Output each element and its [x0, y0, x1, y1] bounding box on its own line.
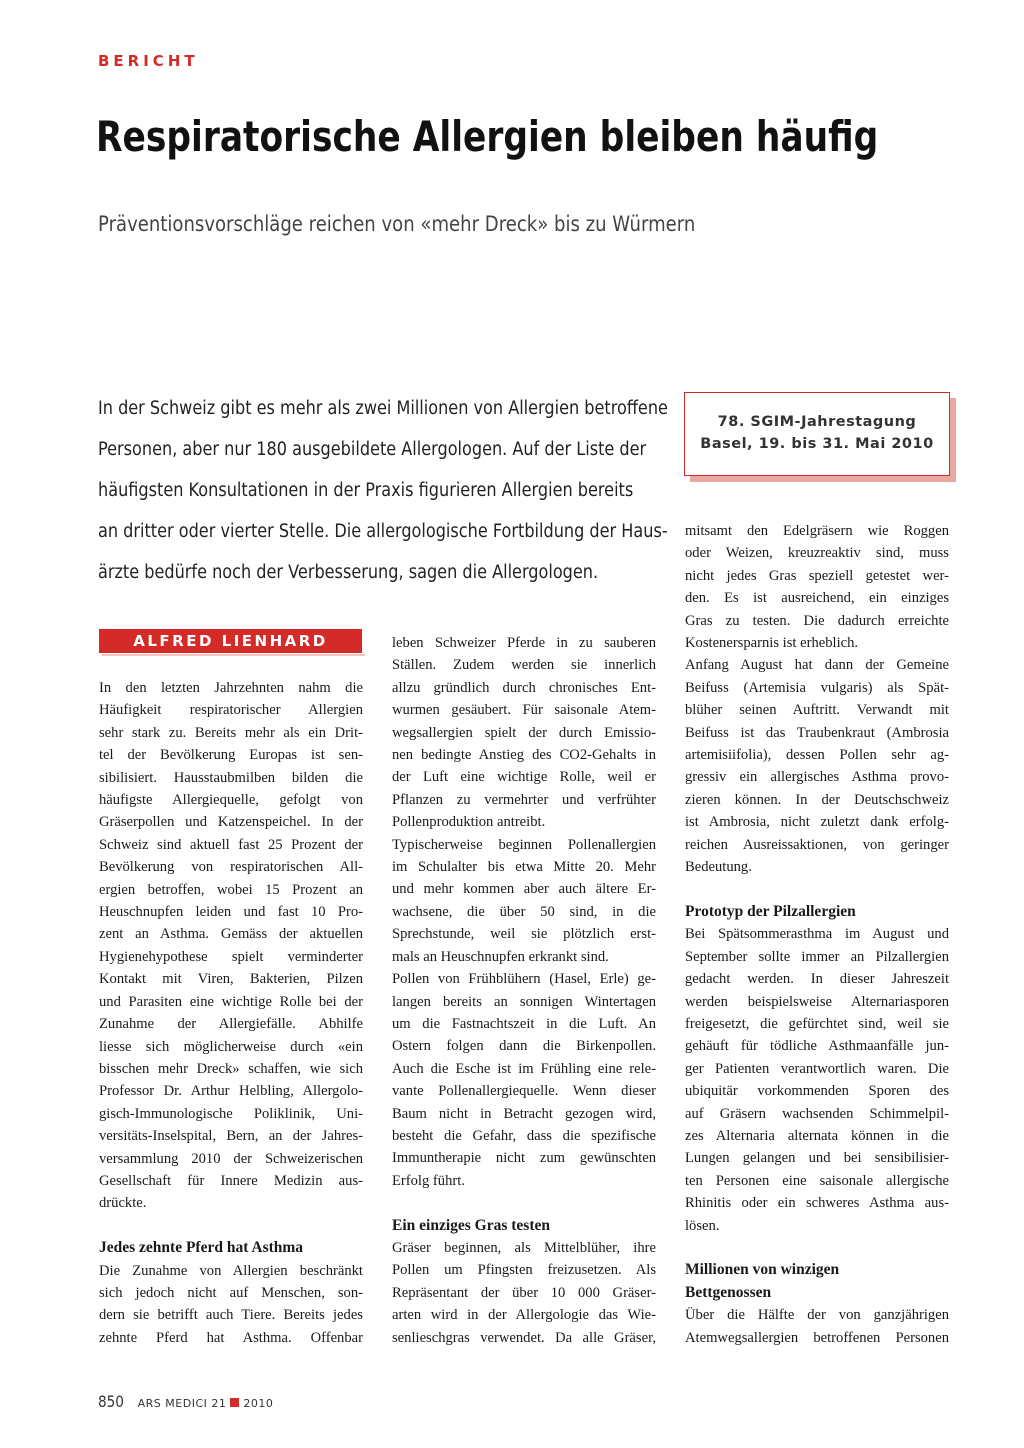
text-line: Pollen um Pfingsten freizusetzen. Als — [392, 1262, 656, 1279]
event-date: Basel, 19. bis 31. Mai 2010 — [700, 436, 934, 452]
text-line: ger Patienten verantwortlich waren. Die — [685, 1060, 949, 1077]
text-line: Häufigkeit respiratorischer Allergien — [99, 702, 363, 719]
paragraph — [392, 834, 656, 968]
section-heading: Millionen von winzigen — [685, 1261, 840, 1279]
text-line: Repräsentant der über 10 000 Gräser- — [392, 1284, 656, 1301]
text-line: zes Alternaria alternata können in die — [685, 1127, 949, 1144]
text-line: auf Gräsern wachsenden Schimmelpil- — [685, 1105, 949, 1122]
text-line: dern sie betrifft auch Tiere. Bereits jedes — [99, 1307, 363, 1324]
text-line: Ställen. Zudem werden sie innerlich — [392, 657, 656, 674]
text-line: September sollte immer an Pilzallergien — [685, 948, 949, 965]
text-line: reichen Ausreissaktionen, von geringer — [685, 836, 949, 853]
text-line: sich jedoch nicht auf Menschen, son- — [99, 1284, 363, 1301]
text-line: Immuntherapie nicht zum gewünschten — [392, 1150, 656, 1167]
text-line: Gräser beginnen, als Mittelblüher, ihre — [392, 1239, 656, 1256]
section-heading: Bettgenossen — [685, 1283, 772, 1301]
lead-line: Personen, aber nur 180 ausgebildete Allergologen. Auf der Liste der — [98, 439, 647, 460]
text-line: Erfolg führt. — [392, 1172, 465, 1189]
text-line: im Schulalter bis etwa Mitte 20. Mehr — [392, 859, 656, 876]
text-line: und mehr kommen aber auch ältere Er- — [392, 881, 656, 898]
text-line: Bedeutung. — [685, 859, 752, 876]
text-line: ubiquitär vorkommenden Sporen des — [685, 1083, 949, 1100]
text-line: wurmen gesäubert. Für saisonale Atem- — [392, 702, 656, 719]
text-line: den. Es ist ausreichend, ein einziges — [685, 590, 949, 607]
text-line: mitsamt den Edelgräsern wie Roggen — [685, 523, 949, 539]
text-line: ist Ambrosia, nicht zuletzt dank erfolg- — [685, 814, 949, 831]
text-column-3 — [685, 520, 949, 1349]
lead-paragraph — [98, 388, 668, 593]
text-line: versammlung 2010 der Schweizerischen — [99, 1150, 363, 1167]
section-heading: Prototyp der Pilzallergien — [685, 902, 856, 920]
text-line: um die Fastnachtszeit in die Luft. An — [392, 1015, 656, 1032]
paragraph — [99, 1260, 363, 1350]
text-line: Bei Spätsommerasthma im August und — [685, 926, 949, 943]
section-kicker: BERICHT — [98, 52, 199, 70]
event-info-box — [684, 392, 950, 476]
article-title: Respiratorische Allergien bleiben häufig — [96, 112, 879, 161]
text-line: Hygienehypothese spielt verminderter — [99, 948, 363, 965]
text-line: der Luft eine wichtige Rolle, weil er — [392, 769, 656, 786]
text-line: Beifuss ist das Traubenkraut (Ambrosia — [685, 724, 949, 741]
text-line: Die Zunahme von Allergien beschränkt — [99, 1262, 363, 1279]
text-line: Gras zu testen. Die dadurch erreichte — [685, 612, 949, 629]
text-line: ergien betroffen, wobei 15 Prozent an — [99, 881, 363, 898]
text-line: gehäuft für tödliche Asthmaanfälle jun- — [685, 1038, 949, 1055]
text-line: liesse sich möglicherweise durch «ein — [99, 1038, 363, 1055]
text-line: Beifuss (Artemisia vulgaris) als Spät- — [685, 679, 949, 696]
text-line: nen bedingte Anstieg des CO2-Gehalts in — [392, 747, 656, 764]
paragraph — [99, 677, 363, 1215]
text-line: Baum nicht in Betracht gezogen wird, — [392, 1105, 656, 1122]
paragraph — [685, 520, 949, 654]
text-line: Atemwegsallergien betroffenen Personen — [685, 1329, 949, 1346]
text-line: Lungen gelangen und bei sensibilisier- — [685, 1150, 949, 1167]
text-line: besteht die Gefahr, dass die spezifische — [392, 1127, 656, 1144]
text-line: wegsallergien spielt der durch Emissio- — [392, 724, 656, 741]
text-line: blüher seinen Auftritt. Verwandt mit — [685, 702, 949, 719]
text-line: werden beispielsweise Alternariasporen — [685, 993, 949, 1010]
paragraph — [392, 968, 656, 1192]
paragraph — [392, 1237, 656, 1349]
paragraph — [685, 923, 949, 1237]
lead-line: häufigsten Konsultationen in der Praxis figurieren Allergien bereits — [98, 480, 634, 501]
section-heading: Ein einziges Gras testen — [392, 1216, 550, 1234]
text-line: vante Pollenallergiequelle. Wenn dieser — [392, 1083, 656, 1100]
text-line: zent an Asthma. Gemäss der aktuellen — [99, 926, 363, 943]
text-line: häufigste Allergiequelle, gefolgt von — [99, 792, 363, 809]
text-line: Pollen von Frühblühern (Hasel, Erle) ge- — [392, 971, 656, 988]
text-line: Bevölkerung von respiratorischen All- — [99, 859, 363, 876]
text-line: Pollenproduktion antreibt. — [392, 814, 546, 831]
text-line: wachsene, die über 50 sind, in die — [392, 903, 656, 920]
text-line: Ostern folgen dann die Birkenpollen. — [392, 1038, 656, 1055]
text-line: oder Weizen, kreuzreaktiv sind, muss — [685, 545, 949, 562]
journal-year: 2010 — [243, 1397, 274, 1410]
page-number: 850 — [98, 1392, 124, 1411]
text-line: lösen. — [685, 1217, 720, 1234]
text-line: nicht jedes Gras speziell getestet wer- — [685, 567, 949, 584]
text-line: Professor Dr. Arthur Helbling, Allergolo- — [99, 1083, 363, 1100]
paragraph — [685, 1304, 949, 1349]
text-line: und Parasiten eine wichtige Rolle bei der — [99, 993, 363, 1010]
text-line: ten Personen eine saisonale allergische — [685, 1172, 949, 1189]
journal-name: ARS MEDICI 21 — [137, 1397, 227, 1410]
text-line: gedacht werden. In dieser Jahreszeit — [685, 971, 949, 988]
text-line: langen bereits an sonnigen Wintertagen — [392, 993, 656, 1010]
text-line: Kostenersparnis ist erheblich. — [685, 635, 859, 652]
lead-line: ärzte bedürfe noch der Verbesserung, sagen die Allergologen. — [98, 562, 599, 583]
page-footer — [98, 1392, 273, 1411]
text-line: Zunahme der Allergiefälle. Abhilfe — [99, 1016, 363, 1033]
text-line: sehr stark zu. Bereits mehr als ein Drit- — [99, 724, 363, 741]
text-column-1 — [99, 677, 363, 1349]
text-line: In den letzten Jahrzehnten nahm die — [99, 680, 363, 696]
text-line: versitäts-Inselspital, Bern, an der Jahres- — [99, 1128, 363, 1145]
lead-line: In der Schweiz gibt es mehr als zwei Millionen von Allergien betroffene — [98, 398, 668, 419]
text-line: gressiv ein allergisches Asthma provo- — [685, 769, 949, 786]
text-line: Pflanzen zu vermehrter und verfrühter — [392, 791, 656, 808]
text-line: Anfang August hat dann der Gemeine — [685, 657, 949, 674]
section-heading: Jedes zehnte Pferd hat Asthma — [99, 1239, 304, 1257]
event-title: 78. SGIM-Jahrestagung — [717, 414, 917, 430]
text-line: bisschen mehr Dreck» schaffen, wie sich — [99, 1060, 363, 1077]
text-line: Gesellschaft für Innere Medizin aus- — [99, 1172, 363, 1189]
text-line: freigesetzt, die gefürchtet sind, weil sie — [685, 1015, 949, 1032]
text-line: leben Schweizer Pferde in zu sauberen — [392, 635, 656, 651]
text-line: Kontakt mit Viren, Bakterien, Pilzen — [99, 971, 363, 988]
text-line: zehnte Pferd hat Asthma. Offenbar — [99, 1329, 363, 1346]
text-line: Heuschnupfen leiden und fast 10 Pro- — [99, 904, 363, 921]
text-line: gisch-Immunologische Poliklinik, Uni- — [99, 1105, 363, 1122]
text-line: senlieschgras verwendet. Da alle Gräser, — [392, 1329, 656, 1346]
text-line: Sprechstunde, weil sie plötzlich erst- — [392, 926, 656, 943]
text-line: Auch die Esche ist im Frühling eine rele- — [392, 1060, 656, 1077]
text-line: Rhinitis oder ein schweres Asthma aus- — [685, 1195, 949, 1212]
lead-line: an dritter oder vierter Stelle. Die allergologische Fortbildung der Haus- — [98, 521, 668, 542]
square-icon — [230, 1398, 239, 1407]
text-line: artemisiifolia), dessen Pollen sehr ag- — [685, 747, 949, 764]
text-line: arten wird in der Allergologie das Wie- — [392, 1307, 656, 1324]
text-line: Gräserpollen und Katzenspeichel. In der — [99, 814, 363, 831]
text-line: tel der Bevölkerung Europas ist sen- — [99, 747, 363, 764]
text-line: mals an Heuschnupfen erkrankt sind. — [392, 948, 609, 965]
paragraph — [685, 654, 949, 878]
author-banner: ALFRED LIENHARD — [99, 629, 362, 653]
text-line: Über die Hälfte der von ganzjährigen — [685, 1307, 949, 1324]
text-line: Schweiz sind aktuell fast 25 Prozent der — [99, 836, 363, 853]
text-line: sibilisiert. Hausstaubmilben bilden die — [99, 769, 363, 786]
paragraph — [392, 632, 656, 834]
text-line: drückte. — [99, 1195, 147, 1212]
text-line: allzu gründlich durch chronisches Ent- — [392, 679, 656, 696]
text-line: Typischerweise beginnen Pollenallergien — [392, 836, 656, 853]
text-column-2 — [392, 632, 656, 1349]
text-line: zieren können. In der Deutschschweiz — [685, 791, 949, 808]
article-subtitle: Präventionsvorschläge reichen von «mehr Dreck» bis zu Würmern — [98, 212, 696, 236]
author-banner-shadow — [102, 654, 365, 656]
